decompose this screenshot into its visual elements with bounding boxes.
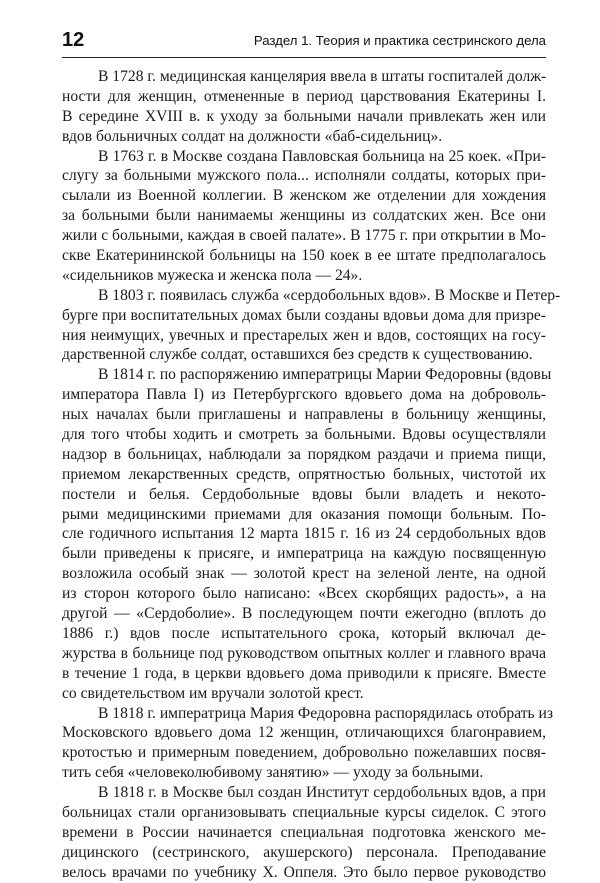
text-line: за больными были нанимаемы женщины из солдатских жен. Все они: [62, 207, 546, 225]
text-line: ния неимущих, увечных и престарелых жен и вдов, состоящих на госу-: [62, 326, 546, 344]
text-line: для того чтобы ходить и смотреть за больными. Вдовы осуществляли: [62, 426, 546, 444]
text-line: журства в больнице под руководством опытных коллег и главного врача: [62, 644, 546, 662]
text-line: В 1763 г. в Москве создана Павловская больница на 25 коек. «При-: [98, 147, 546, 165]
text-line: в течение 1 года, в церкви вдовьего дома приводили к присяге. Вместе: [62, 664, 546, 682]
text-line: вдов больничных солдат на должности «баб-сидельниц».: [62, 127, 443, 145]
text-line: из сторон которого было написано: «Всех скорбящих радость», а на: [62, 585, 546, 603]
text-line: были приведены к присяге, и императрица на каждую посвященную: [62, 545, 546, 563]
text-line: сле годичного испытания 12 марта 1815 г. 16 из 24 сердобольных вдов: [62, 525, 546, 543]
text-line: возложила особый знак — золотой крест на зеленой ленте, на одной: [62, 565, 546, 583]
text-line: кротостью и примерным поведением, добровольно пожелавших посвя-: [62, 744, 546, 762]
text-line: скве Екатерининской больницы на 150 коек в ее штате предполагалось: [62, 247, 546, 265]
text-line: В середине XVIII в. к уходу за больными начали привлекать жен или: [62, 107, 546, 125]
text-line: жили с больными, каждая в своей палате». В 1775 г. при открытии в Мо-: [62, 227, 546, 245]
text-line: В 1818 г. в Москве был создан Институт сердобольных вдов, а при: [98, 784, 546, 802]
text-line: В 1803 г. появилась служба «сердобольных вдов». В Москве и Петер-: [98, 286, 561, 304]
text-line: тить себя «человеколюбивому занятию» — уходу за больными.: [62, 764, 484, 782]
text-line: бурге при воспитательных домах были созданы вдовьи дома для призре-: [62, 306, 546, 324]
paragraph: [62, 147, 546, 286]
text-line: Московского вдовьего дома 12 женщин, отличающихся благонравием,: [62, 724, 546, 742]
text-line: императора Павла I) из Петербургского вдовьего дома на доброволь-: [62, 386, 546, 404]
body-text: [62, 67, 561, 883]
running-title: Раздел 1. Теория и практика сестринского дела: [253, 33, 546, 48]
text-line: слугу за больными мужского пола... исполняли солдаты, которых при-: [62, 167, 546, 185]
page-header: [62, 27, 546, 58]
paragraph: [62, 365, 552, 703]
paragraph: [62, 286, 561, 366]
text-line: времени в России начинается специальная подготовка женского ме-: [62, 823, 546, 841]
text-line: со свидетельством им вручали золотой крест.: [62, 684, 364, 702]
text-line: дицинского (сестринского, акушерского) персонала. Преподавание: [62, 843, 546, 861]
paragraph: [62, 704, 554, 784]
text-line: 1886 г.) вдов после испытательного срока, который включал де-: [62, 624, 546, 642]
page-number: 12: [62, 29, 85, 51]
text-line: надзор в больницах, наблюдали за порядком раздачи и приема пищи,: [62, 445, 546, 463]
text-line: ности для женщин, отмененные в период царствования Екатерины I.: [62, 87, 546, 105]
text-line: В 1818 г. императрица Мария Федоровна распорядилась отобрать из: [98, 704, 554, 722]
text-line: В 1814 г. по распоряжению императрицы Марии Федоровны (вдовы: [98, 366, 552, 384]
text-line: «сидельников мужеска и женска пола — 24».: [62, 266, 363, 284]
paragraph: [62, 783, 546, 882]
text-line: сылали из Военной коллегии. В женском же отделении для хождения: [62, 187, 546, 205]
text-line: рыми медицинскими приемами для оказания помощи больным. По-: [62, 505, 546, 523]
text-line: В 1728 г. медицинская канцелярия ввела в штаты госпиталей долж-: [98, 68, 547, 85]
text-line: дарственной службе солдат, оставшихся без средств к существованию.: [62, 346, 533, 364]
text-line: приемом лекарственных средств, опрятностью больных, чистотой их: [62, 465, 546, 483]
text-line: постели и белья. Сердобольные вдовы были владеть и некото-: [62, 485, 546, 503]
paragraph: [62, 67, 546, 147]
text-line: другой — «Сердоболие». В последующем почти ежегодно (вплоть до: [62, 605, 546, 623]
text-line: велось врачами по учебнику Х. Оппеля. Это было первое руководство: [62, 863, 546, 881]
text-line: больницах стали организовывать специальные курсы сиделок. С этого: [62, 803, 546, 821]
text-line: ных началах были приглашены и направлены в больницу женщины,: [62, 406, 546, 424]
